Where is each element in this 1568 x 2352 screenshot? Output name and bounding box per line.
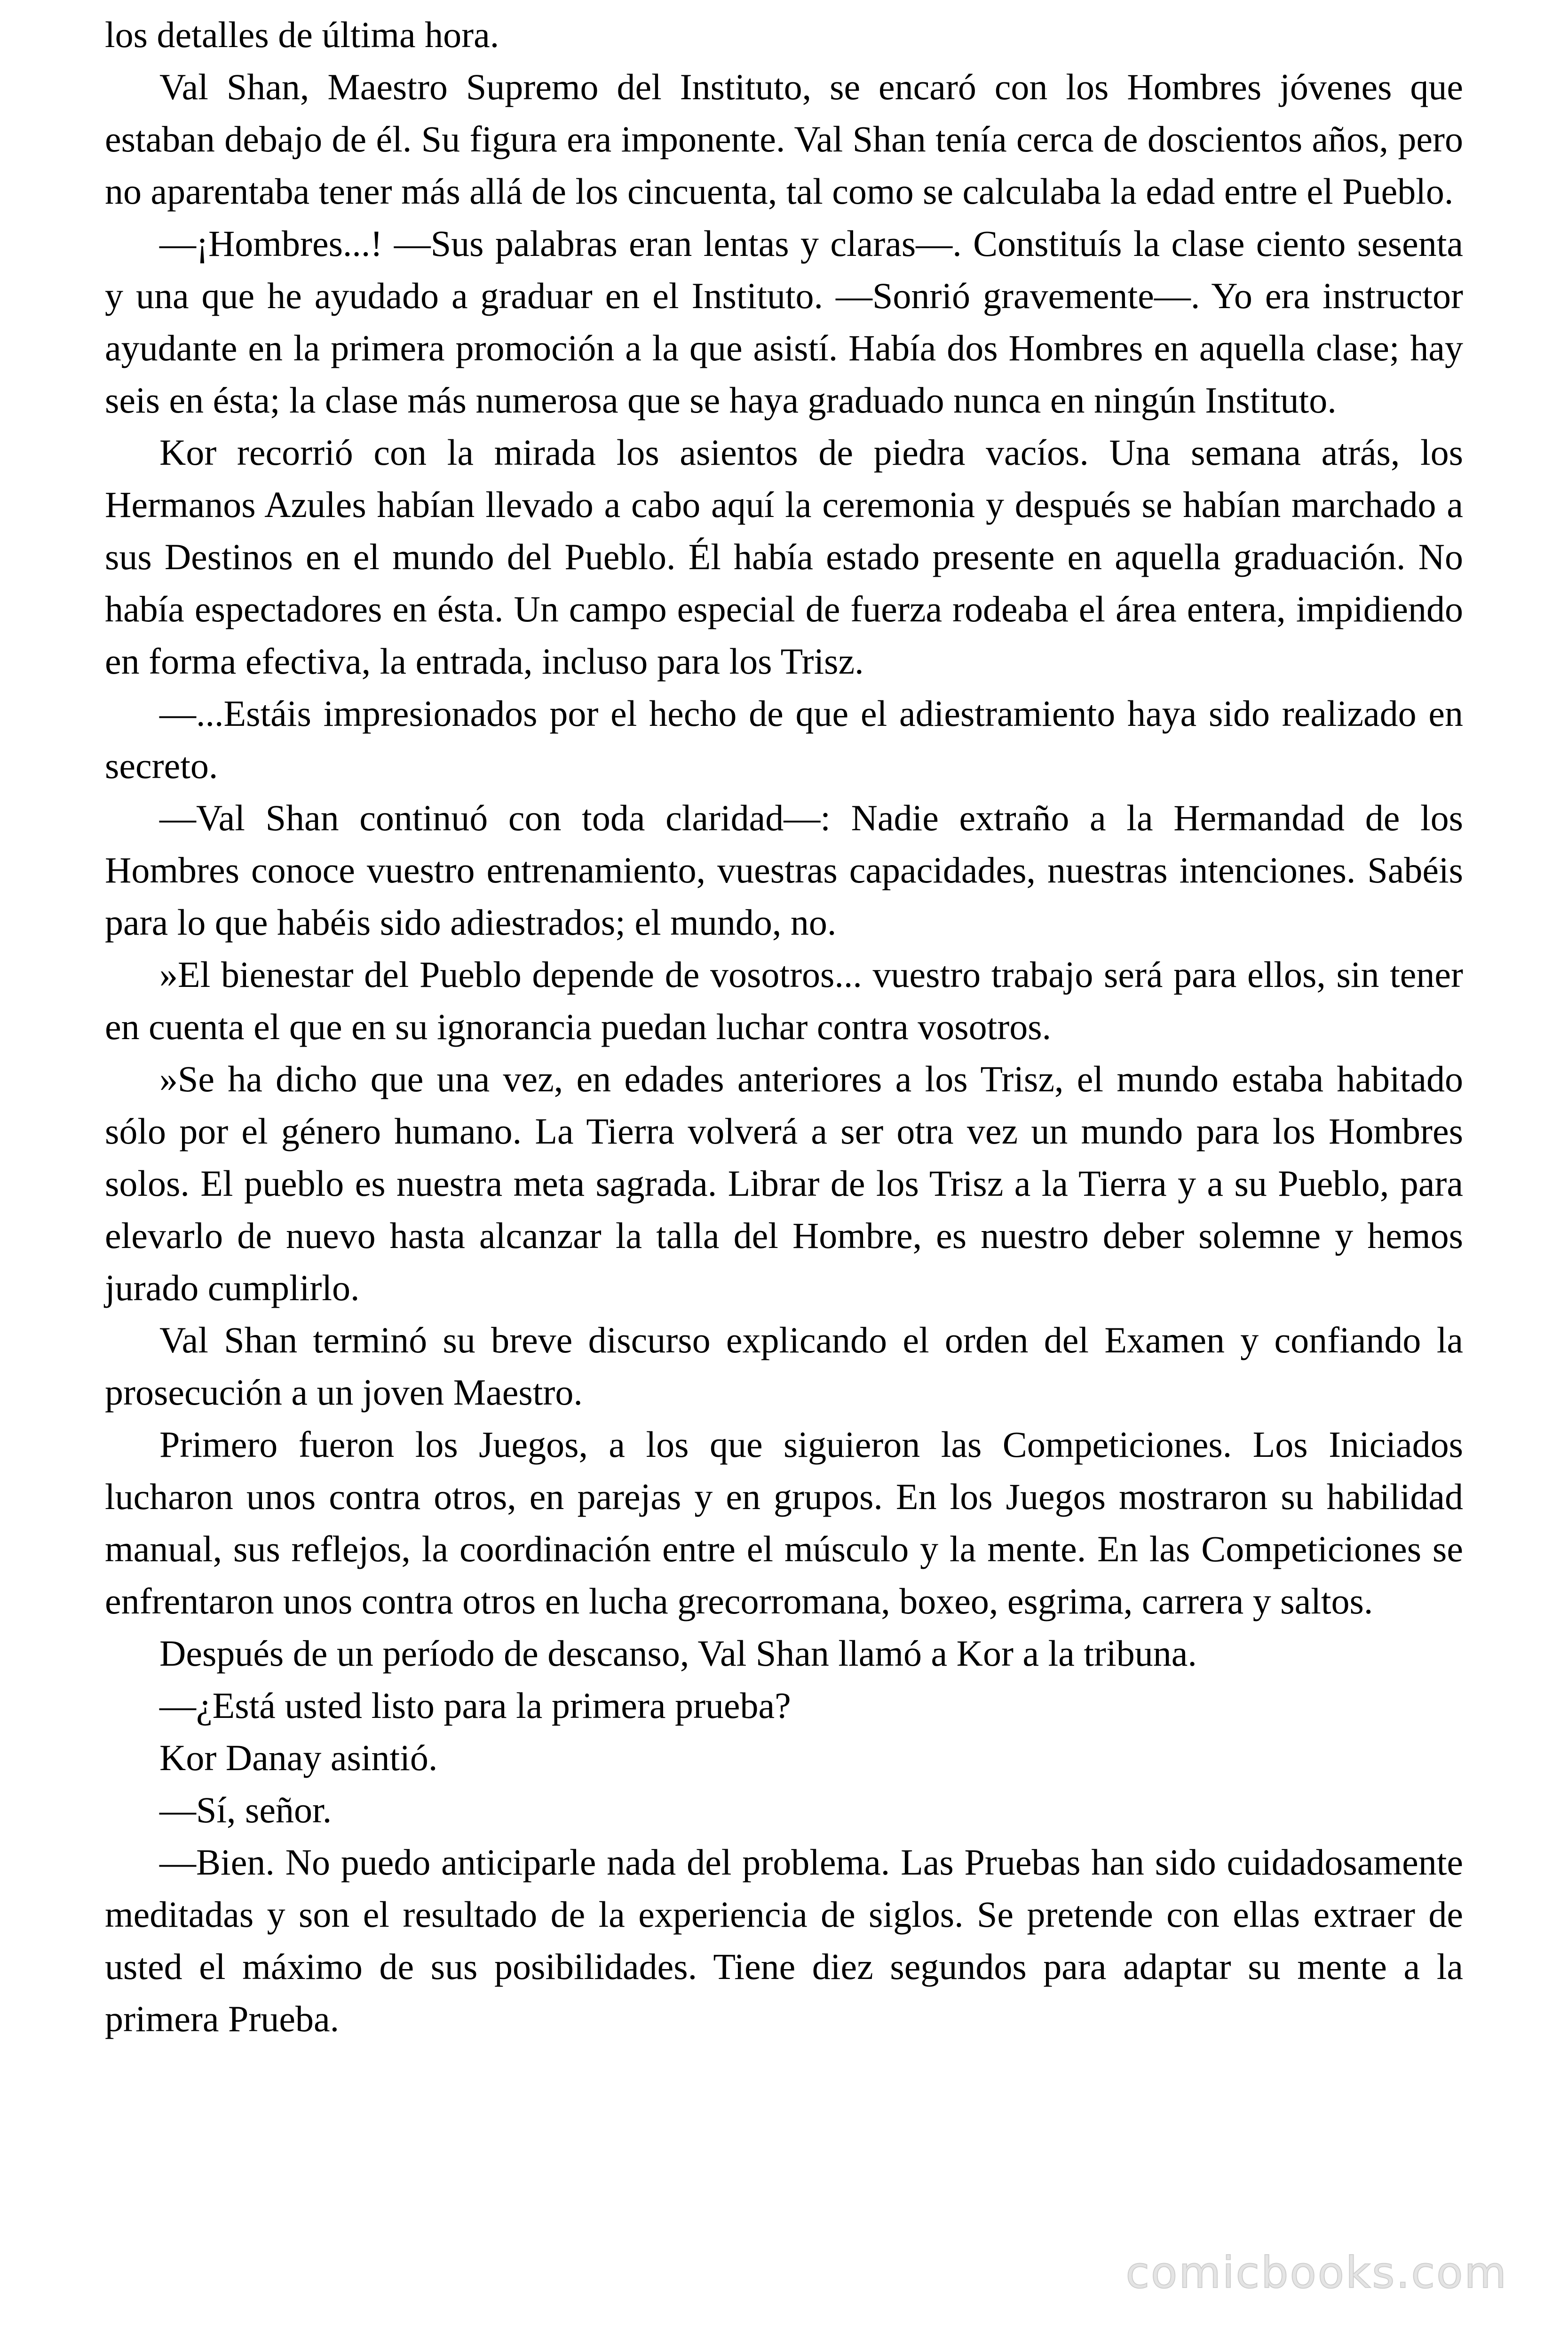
paragraph: »Se ha dicho que una vez, en edades anteriores a los Trisz, el mundo estaba habitado sólo por el género humano. La Tierra volverá a ser otra vez un mundo para los Hombres solos. El pueblo es nuestra meta sagrada. Librar de los Trisz a la Tierra y a su Pueblo, para elevarlo de nuevo hasta alcanzar la talla del Hombre, es nuestro deber solemne y hemos jurado cumplirlo. (105, 1058, 1463, 1308)
paragraph: Val Shan terminó su breve discurso explicando el orden del Examen y confiando la prosecución a un joven Maestro. (105, 1319, 1463, 1413)
paragraph: Primero fueron los Juegos, a los que siguieron las Competiciones. Los Iniciados lucharon unos contra otros, en parejas y en grupos. En los Juegos mostraron su habilidad manual, sus reflejos, la coordinación entre el músculo y la mente. En las Competiciones se enfrentaron unos contra otros en lucha grecorromana, boxeo, esgrima, carrera y saltos. (105, 1424, 1463, 1621)
paragraph: Después de un período de descanso, Val Shan llamó a Kor a la tribuna. (159, 1633, 1197, 1674)
book-page-text (105, 8, 1463, 2045)
paragraph: Kor Danay asintió. (159, 1737, 438, 1778)
paragraph: —¿Está usted listo para la primera prueba? (159, 1685, 791, 1726)
watermark: comicbooks.com (1125, 2248, 1508, 2298)
paragraph: —Val Shan continuó con toda claridad—: Nadie extraño a la Hermandad de los Hombres conoce vuestro entrenamiento, vuestras capacidades, nuestras intenciones. Sabéis para lo que habéis sido adiestrados; el mundo, no. (105, 797, 1463, 943)
paragraph: —¡Hombres...! —Sus palabras eran lentas y claras—. Constituís la clase ciento sesenta y una que he ayudado a graduar en el Instituto. —Sonrió gravemente—. Yo era instructor ayudante en la primera promoción a la que asistí. Había dos Hombres en aquella clase; hay seis en ésta; la clase más numerosa que se haya graduado nunca en ningún Instituto. (105, 223, 1463, 421)
paragraph: —...Estáis impresionados por el hecho de que el adiestramiento haya sido realizado en secreto. (105, 693, 1463, 786)
paragraph: Val Shan, Maestro Supremo del Instituto, se encaró con los Hombres jóvenes que estaban debajo de él. Su figura era imponente. Val Shan tenía cerca de doscientos años, pero no aparentaba tener más allá de los cincuenta, tal como se calculaba la edad entre el Pueblo. (105, 66, 1463, 212)
paragraph: los detalles de última hora. (105, 14, 499, 55)
paragraph: »El bienestar del Pueblo depende de vosotros... vuestro trabajo será para ellos, sin tener en cuenta el que en su ignorancia puedan luchar contra vosotros. (105, 954, 1463, 1047)
paragraph: —Bien. No puedo anticiparle nada del problema. Las Pruebas han sido cuidadosamente meditadas y son el resultado de la experiencia de siglos. Se pretende con ellas extraer de usted el máximo de sus posibilidades. Tiene diez segundos para adaptar su mente a la primera Prueba. (105, 1842, 1463, 2039)
paragraph: Kor recorrió con la mirada los asientos de piedra vacíos. Una semana atrás, los Hermanos Azules habían llevado a cabo aquí la ceremonia y después se habían marchado a sus Destinos en el mundo del Pueblo. Él había estado presente en aquella graduación. No había espectadores en ésta. Un campo especial de fuerza rodeaba el área entera, impidiendo en forma efectiva, la entrada, incluso para los Trisz. (105, 432, 1463, 682)
paragraph: —Sí, señor. (159, 1789, 332, 1830)
